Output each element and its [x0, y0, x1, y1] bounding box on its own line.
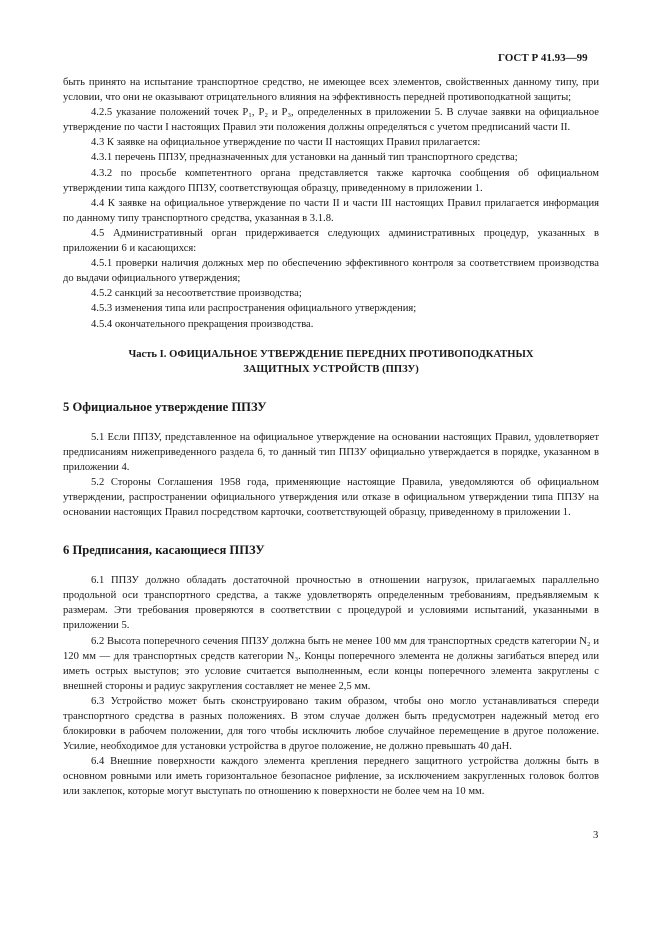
page-number: 3: [593, 830, 599, 841]
paragraph-4-5-2: 4.5.2 санкций за несоответствие производства;: [91, 288, 302, 300]
paragraph-6-3: 6.3 Устройство может быть сконструировано таким образом, чтобы оно могло устанавливаться спереди транспортного средства в разных положениях. В этом случае должен быть предусмотрен надежный метод его блокировки в рабочем положении, для того чтобы исключить любое случайное перемещение в другое положение. Усилие, необходимое для установки устройства в другое положение, не должно превышать 40 даН.: [63, 695, 599, 753]
paragraph-6-2: 6.2 Высота поперечного сечения ППЗУ должна быть не менее 100 мм для транспортных средств категории N₂ и 120 мм — для транспортных средств категории N₃. Концы поперечного элемента не должны загибаться вперед или иметь острых выступов; это условие считается выполненным, если концы поперечного элемента закруглены с внешней стороны и радиус закругления составляет не менее 2,5 мм.: [63, 635, 599, 692]
part-title-line-2: ЗАЩИТНЫХ УСТРОЙСТВ (ППЗУ): [243, 363, 419, 375]
paragraph-4-3-1: 4.3.1 перечень ППЗУ, предназначенных для установки на данный тип транспортного средства;: [91, 152, 518, 164]
section-5-heading: 5 Официальное утверждение ППЗУ: [63, 399, 267, 414]
paragraph-4-2-5: 4.2.5 указание положений точек P₁, P₂ и P₃, определенных в приложении 5. В случае заявки на официальное утверждение по части I настоящих Правил эти положения должны определяться с учетом предписаний части II.: [63, 107, 599, 134]
paragraph-continuation: быть принято на испытание транспортное средство, не имеющее всех элементов, свойственных данному типу, при условии, что они не оказывают отрицательного влияния на эффективность передней противоподкатной защиты;: [63, 77, 599, 104]
document-header: ГОСТ Р 41.93—99: [498, 52, 588, 64]
paragraph-4-5-1: 4.5.1 проверки наличия должных мер по обеспечению эффективного контроля за соответствием производства до выдачи официального утверждения;: [63, 258, 599, 285]
paragraph-4-3-2: 4.3.2 по просьбе компетентного органа представляется также карточка сообщения об официальном утверждении типа каждого ППЗУ, соответствующая образцу, приведенному в приложении 1.: [63, 167, 599, 194]
paragraph-4-5: 4.5 Административный орган придерживается следующих административных процедур, указанных в приложении 6 и касающихся:: [63, 227, 599, 255]
paragraph-5-1: 5.1 Если ППЗУ, представленное на официальное утверждение на основании настоящих Правил, удовлетворяет предписаниям нижеприведенного раздела 6, то данный тип ППЗУ официально утверждается в порядке, указанном в приложении 4.: [63, 431, 599, 473]
page-content: [63, 75, 599, 800]
part-title-line-1: Часть I. ОФИЦИАЛЬНОЕ УТВЕРЖДЕНИЕ ПЕРЕДНИХ ПРОТИВОПОДКАТНЫХ: [128, 348, 534, 360]
part-title: [63, 347, 599, 377]
paragraph-4-5-3: 4.5.3 изменения типа или распространения официального утверждения;: [91, 303, 417, 315]
paragraph-4-4: 4.4 К заявке на официальное утверждение по части II и части III настоящих Правил прилагается информация по данному типу транспортного средства, указанная в 3.1.8.: [63, 197, 599, 224]
paragraph-6-1: 6.1 ППЗУ должно обладать достаточной прочностью в отношении нагрузок, прилагаемых параллельно продольной оси транспортного средства, а также удовлетворять определенным требованиям, предъявляемым к размерам. Эти требования проверяются в соответствии с процедурой и условиями испытаний, указанными в приложении 5.: [63, 575, 599, 632]
paragraph-5-2: 5.2 Стороны Соглашения 1958 года, применяющие настоящие Правила, уведомляются об официальном утверждении, распространении официального утверждения или отказе в официальном утверждении типа ППЗУ на основании настоящих Правил посредством карточки, соответствующей образцу, приведенному в приложении 1.: [63, 476, 599, 519]
section-6-heading: 6 Предписания, касающиеся ППЗУ: [63, 543, 265, 558]
paragraph-4-3: 4.3 К заявке на официальное утверждение по части II настоящих Правил прилагается:: [91, 137, 481, 149]
paragraph-6-4: 6.4 Внешние поверхности каждого элемента крепления переднего защитного устройства должны быть в основном ровными или иметь горизонтальное безопасное рифление, за исключением закругленных головок болтов или заклепок, которые могут выступать по отношению к поверхности не более чем на 10 мм.: [63, 756, 599, 798]
paragraph-4-5-4: 4.5.4 окончательного прекращения производства.: [91, 318, 314, 330]
